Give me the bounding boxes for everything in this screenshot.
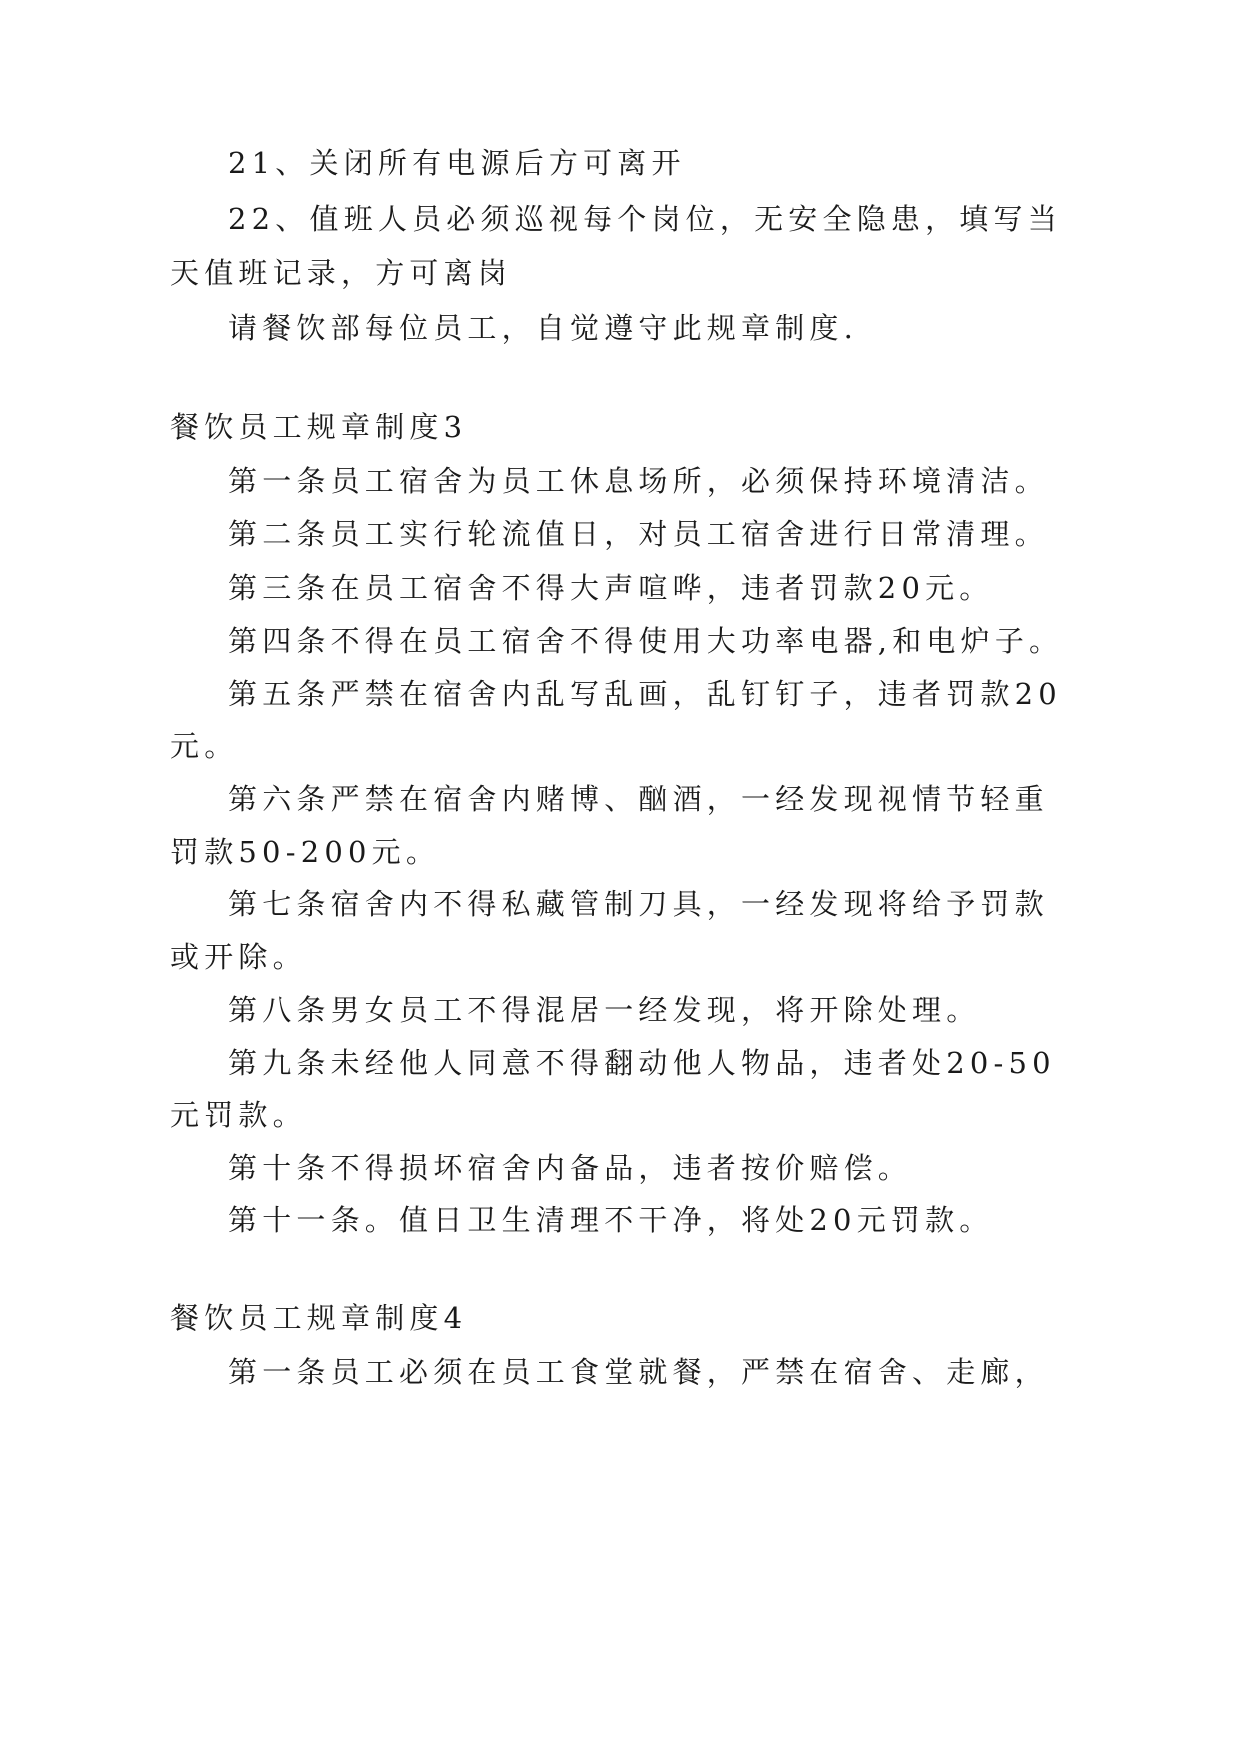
article-6-line-2: 罚款50-200元。 bbox=[170, 835, 441, 869]
section-heading-3: 餐饮员工规章制度3 bbox=[170, 410, 468, 444]
article-9-line-1: 第九条未经他人同意不得翻动他人物品，违者处20-50 bbox=[228, 1046, 1056, 1080]
closing-note: 请餐饮部每位员工，自觉遵守此规章制度. bbox=[228, 311, 859, 345]
article-1-line: 第一条员工宿舍为员工休息场所，必须保持环境清洁。 bbox=[228, 464, 1049, 498]
article-6-line-1: 第六条严禁在宿舍内赌博、酗酒，一经发现视情节轻重 bbox=[228, 782, 1049, 816]
rule-21-line: 21、关闭所有电源后方可离开 bbox=[228, 146, 686, 180]
article-7-line-2: 或开除。 bbox=[170, 940, 307, 974]
rule-22-line-1: 22、值班人员必须巡视每个岗位，无安全隐患，填写当 bbox=[228, 202, 1062, 236]
article-9-line-2: 元罚款。 bbox=[170, 1098, 307, 1132]
rule-22-line-2: 天值班记录，方可离岗 bbox=[170, 256, 513, 290]
article-7-line-1: 第七条宿舍内不得私藏管制刀具，一经发现将给予罚款 bbox=[228, 887, 1049, 921]
section-4-article-1-line: 第一条员工必须在员工食堂就餐，严禁在宿舍、走廊， bbox=[228, 1355, 1049, 1389]
article-2-line: 第二条员工实行轮流值日，对员工宿舍进行日常清理。 bbox=[228, 517, 1049, 551]
article-10-line: 第十条不得损坏宿舍内备品，违者按价赔偿。 bbox=[228, 1151, 913, 1185]
article-5-line-2: 元。 bbox=[170, 729, 239, 763]
section-heading-4: 餐饮员工规章制度4 bbox=[170, 1301, 468, 1335]
article-5-line-1: 第五条严禁在宿舍内乱写乱画，乱钉钉子，违者罚款20 bbox=[228, 677, 1062, 711]
article-3-line: 第三条在员工宿舍不得大声喧哗，违者罚款20元。 bbox=[228, 571, 994, 605]
article-4-line: 第四条不得在员工宿舍不得使用大功率电器,和电炉子。 bbox=[228, 624, 1064, 658]
article-8-line: 第八条男女员工不得混居一经发现，将开除处理。 bbox=[228, 993, 981, 1027]
article-11-line: 第十一条。值日卫生清理不干净，将处20元罚款。 bbox=[228, 1203, 994, 1237]
